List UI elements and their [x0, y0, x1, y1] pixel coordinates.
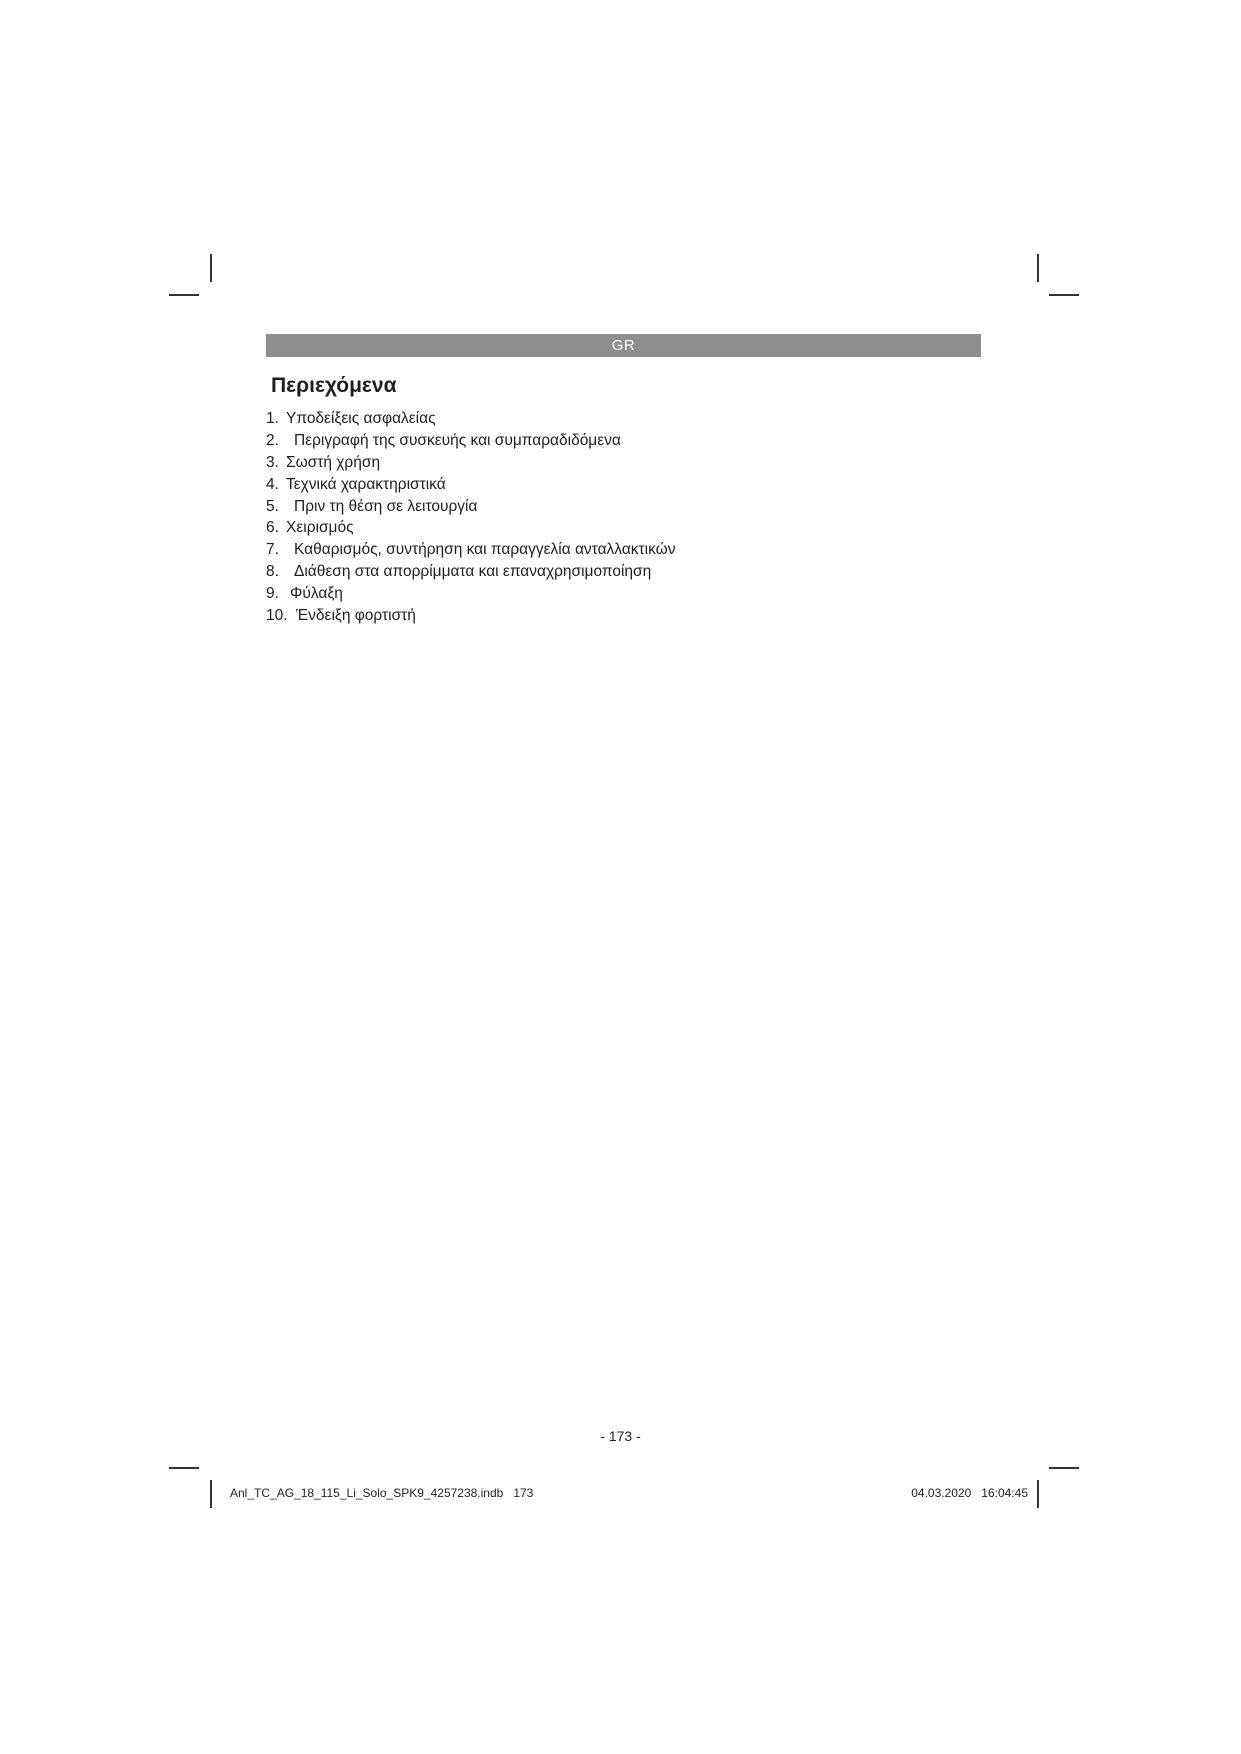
crop-mark-bottom-right-horizontal — [1049, 1467, 1079, 1469]
page-number: - 173 - — [600, 1428, 641, 1444]
toc-item — [266, 496, 676, 518]
toc-item — [266, 561, 676, 583]
toc-item — [266, 452, 676, 474]
toc-item-number: 9. — [266, 585, 279, 603]
crop-mark-bottom-right-vertical — [1037, 1480, 1039, 1508]
toc-item-label: Χειρισμός — [286, 519, 354, 537]
table-of-contents — [266, 408, 676, 627]
toc-item — [266, 583, 676, 605]
toc-item-label: Σωστή χρήση — [286, 453, 381, 471]
crop-mark-top-left-vertical — [210, 254, 212, 282]
language-header-bar — [266, 334, 981, 357]
toc-item-number: 8. — [266, 563, 279, 581]
crop-mark-top-right-horizontal — [1049, 294, 1079, 296]
toc-item — [266, 605, 676, 627]
toc-item-number: 10. — [266, 607, 288, 625]
toc-item-number: 2. — [266, 431, 279, 449]
toc-item — [266, 539, 676, 561]
footer-timestamp: 04.03.2020 16:04:45 — [911, 1486, 1028, 1500]
toc-item — [266, 430, 676, 452]
toc-item-label: Υποδείξεις ασφαλείας — [286, 410, 436, 427]
toc-item — [266, 474, 676, 496]
toc-item-label: Τεχνικά χαρακτηριστικά — [286, 475, 446, 493]
toc-item-number: 5. — [266, 497, 279, 515]
toc-item-label: Φύλαξη — [290, 585, 343, 603]
footer-file-info: Anl_TC_AG_18_115_Li_Solo_SPK9_4257238.indb 173 — [230, 1486, 534, 1500]
crop-mark-bottom-left-vertical — [210, 1480, 212, 1508]
toc-item-label: Πριν τη θέση σε λειτουργία — [294, 497, 478, 515]
toc-item — [266, 408, 676, 430]
toc-item-number: 4. — [266, 475, 279, 493]
toc-item — [266, 517, 676, 539]
toc-item-number: 3. — [266, 453, 279, 471]
crop-mark-top-left-horizontal — [169, 294, 199, 296]
page-title: Περιεχόμενα — [271, 374, 397, 397]
language-code: GR — [611, 337, 636, 354]
toc-item-label: Καθαρισμός, συντήρηση και παραγγελία ανταλλακτικών — [294, 541, 676, 559]
toc-item-number: 7. — [266, 541, 279, 559]
crop-mark-bottom-left-horizontal — [169, 1467, 199, 1469]
toc-item-label: Διάθεση στα απορρίμματα και επαναχρησιμοποίηση — [294, 563, 652, 581]
toc-item-number: 1. — [266, 410, 279, 427]
toc-item-number: 6. — [266, 519, 279, 537]
toc-item-label: Περιγραφή της συσκευής και συμπαραδιδόμενα — [294, 431, 621, 449]
toc-item-label: Ένδειξη φορτιστή — [296, 607, 416, 625]
crop-mark-top-right-vertical — [1037, 254, 1039, 282]
